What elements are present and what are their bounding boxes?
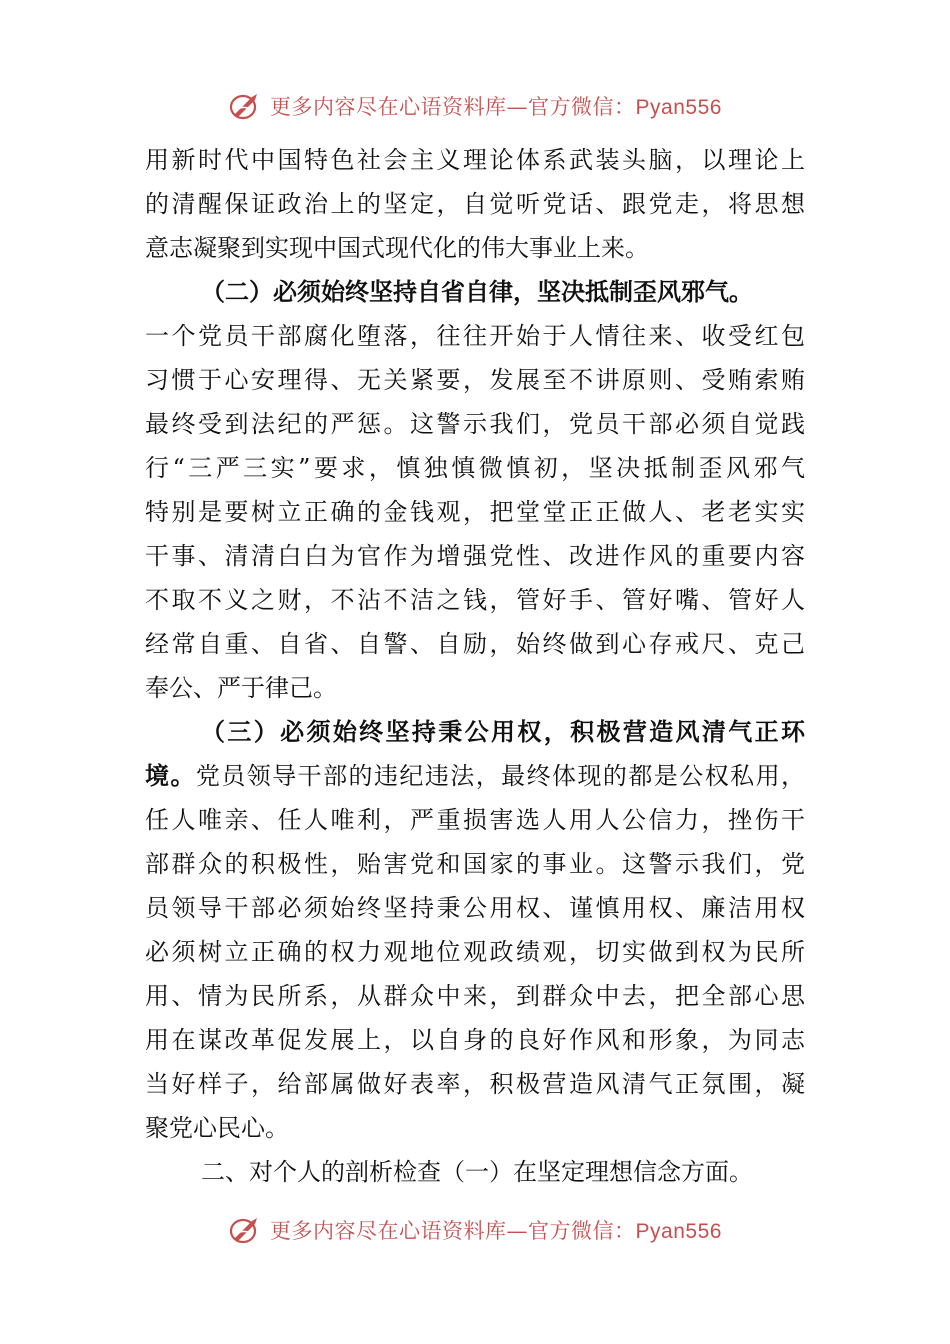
text-line: 行“三严三实”要求，慎独慎微慎初，坚决抵制歪风邪气 — [145, 454, 805, 482]
text-line: 必须树立正确的权力观地位观政绩观，切实做到权为民所 — [145, 938, 805, 966]
text-line: 用新时代中国特色社会主义理论体系武装头脑，以理论上 — [145, 146, 805, 174]
text-line: 不取不义之财，不沾不洁之钱，管好手、管好嘴、管好人 — [145, 586, 805, 614]
text-line: 特别是要树立正确的金钱观，把堂堂正正做人、老老实实 — [145, 498, 805, 526]
text-line: 干事、清清白白为官作为增强党性、改进作风的重要内容 — [145, 542, 805, 570]
section-heading-3-end: 境。 — [145, 761, 196, 790]
pen-logo-icon — [228, 1213, 262, 1247]
text-line: 的清醒保证政治上的坚定，自觉听党话、跟党走，将思想 — [145, 190, 805, 218]
footer-banner — [0, 1210, 950, 1250]
section-heading-3: （三）必须始终坚持秉公用权，积极营造风清气正环 — [201, 717, 805, 746]
text-line: 用、情为民所系，从群众中来，到群众中去，把全部心思 — [145, 982, 805, 1010]
header-banner — [0, 86, 950, 126]
text-line: 部群众的积极性，贻害党和国家的事业。这警示我们，党 — [145, 850, 805, 878]
text-line: 一个党员干部腐化堕落，往往开始于人情往来、收受红包 — [145, 322, 805, 350]
section-heading-2: （二）必须始终坚持自省自律，坚决抵制歪风邪气。 — [201, 277, 753, 306]
text-line: 习惯于心安理得、无关紧要，发展至不讲原则、受贿索贿 — [145, 366, 805, 394]
text-line: 任人唯亲、任人唯利，严重损害选人用人公信力，挫伤干 — [145, 806, 805, 834]
text-run: 党员领导干部的违纪违法，最终体现的都是公权私用， — [195, 762, 805, 790]
text-line: 用在谋改革促发展上，以自身的良好作风和形象，为同志 — [145, 1026, 805, 1054]
text-line — [145, 754, 805, 798]
text-line: 当好样子，给部属做好表率，积极营造风清气正氛围，凝 — [145, 1070, 805, 1098]
text-line: 意志凝聚到实现中国式现代化的伟大事业上来。 — [145, 234, 649, 262]
banner-text: 更多内容尽在心语资料库—官方微信：Pyan556 — [270, 1219, 722, 1243]
pen-logo-icon — [228, 89, 262, 123]
text-line: 员领导干部必须始终坚持秉公用权、谨慎用权、廉洁用权 — [145, 894, 805, 922]
text-line: 聚党心民心。 — [145, 1114, 289, 1142]
text-line: 奉公、严于律己。 — [145, 674, 337, 702]
document-body — [145, 138, 805, 1194]
text-line: 最终受到法纪的严惩。这警示我们，党员干部必须自觉践 — [145, 410, 805, 438]
text-line: 经常自重、自省、自警、自励，始终做到心存戒尺、克己 — [145, 630, 805, 658]
banner-text: 更多内容尽在心语资料库—官方微信：Pyan556 — [270, 95, 722, 119]
section-2-title: 二、对个人的剖析检查（一）在坚定理想信念方面。 — [201, 1158, 753, 1186]
